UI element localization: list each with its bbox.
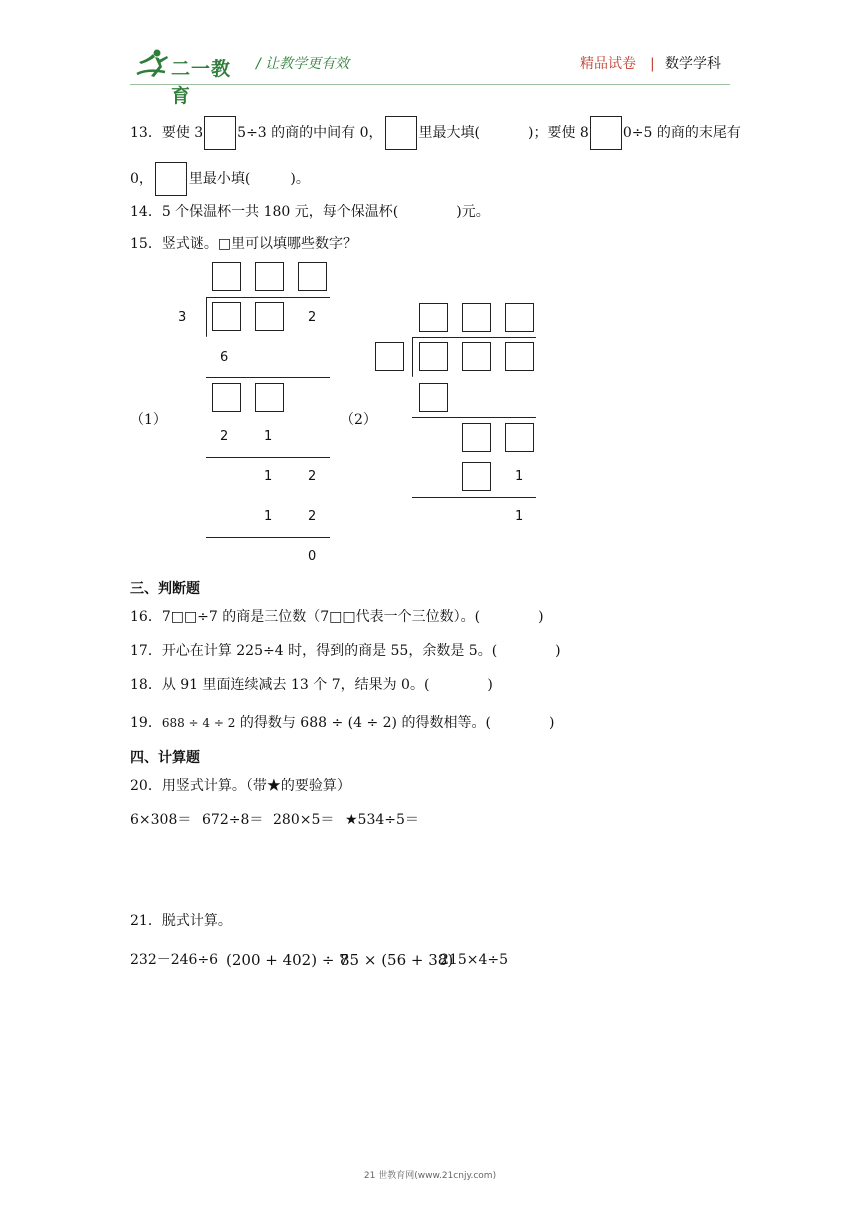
blank-box[interactable] (204, 116, 236, 150)
header-logo (135, 48, 245, 107)
step-box[interactable] (462, 462, 491, 491)
question-21: 21．脱式计算。 (130, 913, 232, 929)
step-digit: 1 (264, 469, 273, 484)
dividend-box[interactable] (212, 302, 241, 331)
question-17: 17．开心在计算 225÷4 时，得到的商是 55，余数是 5。( ) (130, 643, 561, 659)
calc-item: 215×4÷5 (440, 952, 508, 968)
remainder-digit: 0 (308, 549, 317, 564)
subtract-line (412, 497, 536, 498)
division-bracket (206, 297, 207, 337)
section-3-title: 三、判断题 (130, 581, 200, 597)
divisor-digit: 3 (178, 310, 187, 325)
quotient-box[interactable] (298, 262, 327, 291)
divisor-box[interactable] (375, 342, 404, 371)
calc-item: ★534÷5＝ (345, 812, 419, 828)
header-subject: 数学学科 (665, 56, 721, 72)
blank-box[interactable] (155, 162, 187, 196)
calc-item: 232－246÷6 (130, 952, 219, 968)
header-slogan: / 让教学更有效 (256, 56, 350, 72)
question-14: 14．5 个保温杯一共 180 元，每个保温杯( )元。 (130, 204, 490, 220)
quotient-box[interactable] (462, 303, 491, 332)
division-bracket (412, 337, 413, 377)
question-19: 19．688 ÷ 4 ÷ 2 的得数与 688 ÷ (4 ÷ 2) 的得数相等。( ) (130, 715, 555, 731)
footer-text: 21 世教育网(www.21cnjy.com) (363, 1171, 497, 1181)
dividend-box[interactable] (255, 302, 284, 331)
calc-item: 672÷8＝ (202, 812, 264, 828)
step-digit: 2 (308, 509, 317, 524)
step-digit: 1 (515, 469, 524, 484)
step-box[interactable] (212, 383, 241, 412)
blank-box[interactable] (590, 116, 622, 150)
step-box[interactable] (462, 423, 491, 452)
step-digit: 2 (308, 469, 317, 484)
step-digit: 1 (264, 509, 273, 524)
subtract-line (206, 377, 330, 378)
division-bar (412, 337, 536, 338)
subtract-line (206, 457, 330, 458)
step-box[interactable] (255, 383, 284, 412)
question-18: 18．从 91 里面连续减去 13 个 7，结果为 0。( ) (130, 677, 493, 693)
dividend-box[interactable] (505, 342, 534, 371)
calc-item: 6×308＝ (130, 812, 192, 828)
question-20: 20．用竖式计算。（带★的要验算） (130, 778, 351, 794)
calc-item: 85 × (56 + 38) (340, 951, 454, 969)
calc-item: (200 + 402) ÷ 7 (226, 951, 349, 969)
step-digit: 1 (264, 429, 273, 444)
quotient-box[interactable] (255, 262, 284, 291)
question-15: 15．竖式谜。□里可以填哪些数字？ (130, 236, 358, 252)
division-bar (206, 297, 330, 298)
quotient-box[interactable] (212, 262, 241, 291)
header-right-label: 精品试卷 (580, 56, 636, 72)
dividend-box[interactable] (462, 342, 491, 371)
calc-item: 280×5＝ (273, 812, 335, 828)
subtract-line (412, 417, 536, 418)
remainder-digit: 1 (515, 509, 524, 524)
puzzle-2-label: （2） (340, 412, 377, 428)
logo-text: 二一教育 (171, 58, 232, 107)
step-box[interactable] (505, 423, 534, 452)
section-4-title: 四、计算题 (130, 750, 200, 766)
quotient-box[interactable] (505, 303, 534, 332)
question-16: 16．7□□÷7 的商是三位数（7□□代表一个三位数）。( ) (130, 609, 544, 625)
step-digit: 2 (220, 429, 229, 444)
dividend-box[interactable] (419, 342, 448, 371)
question-13-line1: 13．要使 3 5÷3 的商的中间有 0， 里最大填( )；要使 8 0÷5 的商的末尾有 (130, 116, 741, 150)
subtract-digit: 6 (220, 350, 229, 365)
header-separator: | (650, 56, 655, 72)
quotient-box[interactable] (419, 303, 448, 332)
puzzle-1-label: （1） (130, 412, 167, 428)
header-divider (130, 84, 730, 85)
step-box[interactable] (419, 383, 448, 412)
question-13-line2: 0， 里最小填( )。 (130, 162, 310, 196)
subtract-line (206, 537, 330, 538)
dividend-digit: 2 (308, 310, 317, 325)
runner-logo-icon (135, 48, 171, 80)
blank-box[interactable] (385, 116, 417, 150)
